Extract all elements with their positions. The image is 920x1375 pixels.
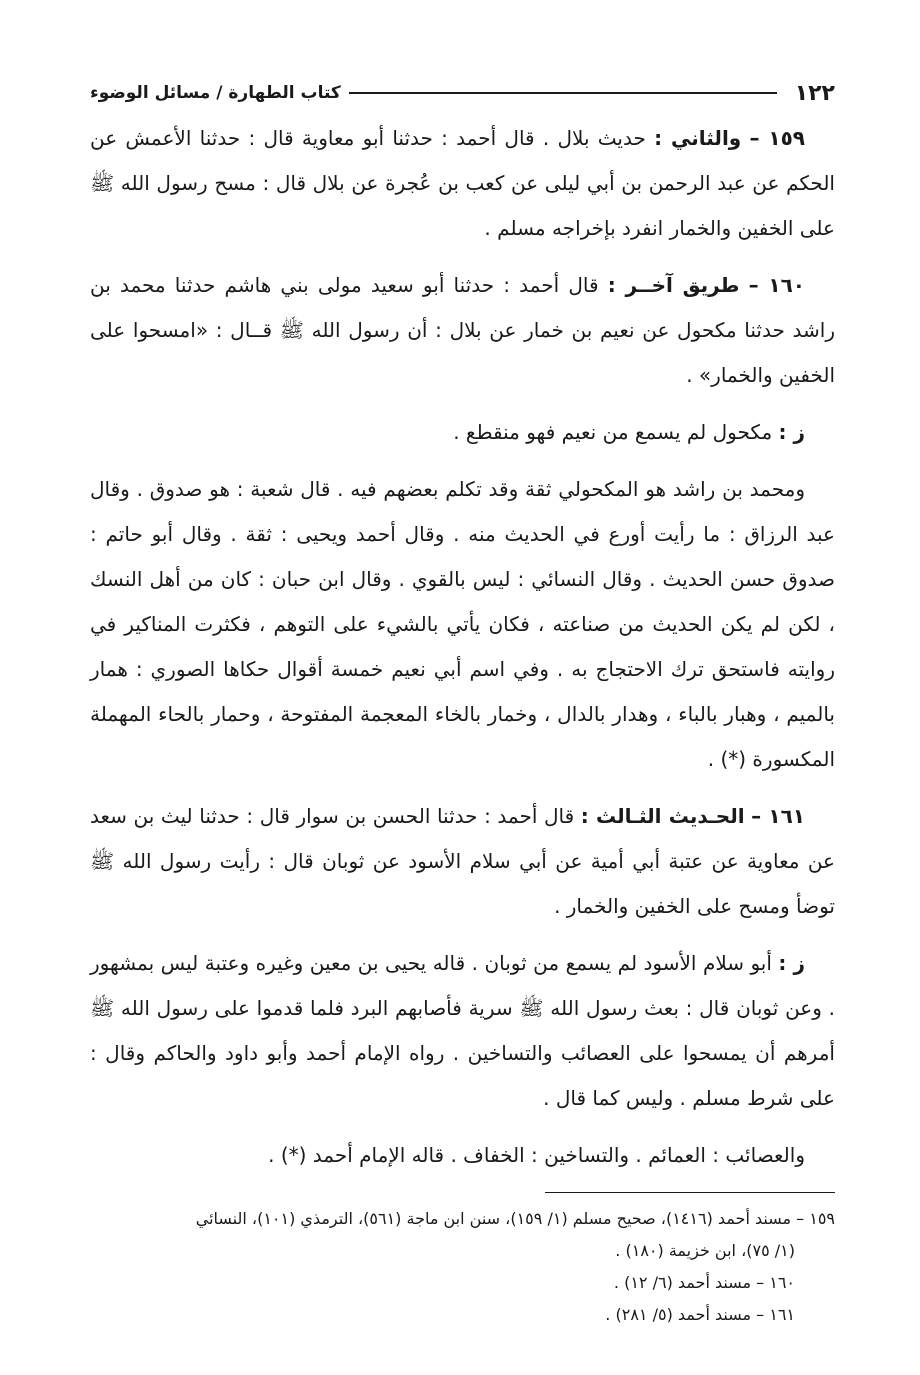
page-number: ١٢٢ (794, 80, 835, 106)
paragraph-161 (90, 794, 835, 929)
page-header (90, 70, 835, 116)
footnote-text-cont: (١/ ٧٥)، ابن خزيمة (١٨٠) . (615, 1241, 795, 1260)
paragraph-text: حديث بلال . قال أحمد : حدثنا أبو معاوية قال : حدثنا الأعمش عن الحكم عن عبد الرحمن بن أبي ليلى عن كعب بن عُجرة عن بلال قال : مسح رسول الله ﷺ على الخفين والخمار انفرد بإخراجه مسلم . (90, 126, 835, 240)
paragraph-text: ومحمد بن راشد هو المكحولي ثقة وقد تكلم بعضهم فيه . قال شعبة : هو صدوق . وقال عبد الرزاق : ما رأيت أورع في الحديث منه . وقال أحمد ويحيى : ثقة . وقال أبو حاتم : صدوق حسن الحديث . وقال النسائي : ليس بالقوي . وقال ابن حبان : كان من أهل النسك ، لكن لم يكن الحديث من صناعته ، فكان يأتي بالشيء على التوهم ، فكثرت المناكير في روايته فاستحق ترك الاحتجاج به . وفي اسم أبي نعيم خمسة أقوال حكاها الصوري : همار بالميم ، وهبار بالباء ، وهدار بالدال ، وخمار بالخاء المعجمة المفتوحة ، وحمار بالحاء المهملة المكسورة (*) . (90, 477, 835, 771)
book-page (90, 70, 835, 1324)
paragraph-text: قال أحمد : حدثنا الحسن بن سوار قال : حدثنا ليث بن سعد عن معاوية عن عتبة أبي أمية عن أبي سلام الأسود عن ثوبان قال : رأيت رسول الله ﷺ توضأ ومسح على الخفين والخمار . (90, 804, 835, 918)
footnote-160 (90, 1267, 835, 1299)
header-rule (349, 92, 777, 94)
paragraph-note-2 (90, 941, 835, 1121)
footnote-text: ١٥٩ – مسند أحمد (١٤١٦)، صحيح مسلم (١/ ١٥٩)، سنن ابن ماجة (٥٦١)، الترمذي (١٠١)، النسائي (195, 1209, 835, 1228)
paragraph-text: والعصائب : العمائم . والتساخين : الخفاف . قاله الإمام أحمد (*) . (268, 1143, 805, 1167)
paragraph-160 (90, 263, 835, 398)
note-marker: ز : (778, 951, 805, 975)
note-marker: ز : (778, 420, 805, 444)
paragraph-commentary (90, 467, 835, 782)
hadith-number: ١٦٠ – (748, 273, 806, 297)
paragraph-text: أبو سلام الأسود لم يسمع من ثوبان . قاله يحيى بن معين وغيره وعتبة ليس بمشهور . وعن ثوبان قال : بعث رسول الله ﷺ سرية فأصابهم البرد فلما قدموا على رسول الله ﷺ أمرهم أن يمسحوا على العصائب والتساخين . رواه الإمام أحمد وأبو داود والحاكم وقال : على شرط مسلم . وليس كما قال . (90, 951, 835, 1110)
paragraph-text: مكحول لم يسمع من نعيم فهو منقطع . (453, 420, 773, 444)
footnote-text: ١٦١ – مسند أحمد (٥/ ٢٨١) . (605, 1305, 795, 1324)
paragraph-159 (90, 116, 835, 251)
section-label: الحـديث الثـالث : (580, 804, 745, 828)
footnotes (90, 1203, 835, 1331)
hadith-number: ١٦١ – (751, 804, 805, 828)
main-text (90, 116, 835, 1178)
section-label: طريق آخــر : (607, 273, 740, 297)
section-label: والثاني : (654, 126, 742, 150)
footnote-divider (545, 1192, 835, 1193)
footnote-text: ١٦٠ – مسند أحمد (٦/ ١٢) . (613, 1273, 795, 1292)
running-title: كتاب الطهارة / مسائل الوضوء (90, 83, 341, 103)
hadith-number: ١٥٩ – (749, 126, 806, 150)
paragraph-definitions (90, 1133, 835, 1178)
paragraph-note-1 (90, 410, 835, 455)
footnote-161 (90, 1299, 835, 1331)
footnote-159 (90, 1203, 835, 1267)
paragraph-text: قال أحمد : حدثنا أبو سعيد مولى بني هاشم حدثنا محمد بن راشد حدثنا مكحول عن نعيم بن خمار عن بلال : أن رسول الله ﷺ قــال : «امسحوا على الخفين والخمار» . (90, 273, 835, 387)
